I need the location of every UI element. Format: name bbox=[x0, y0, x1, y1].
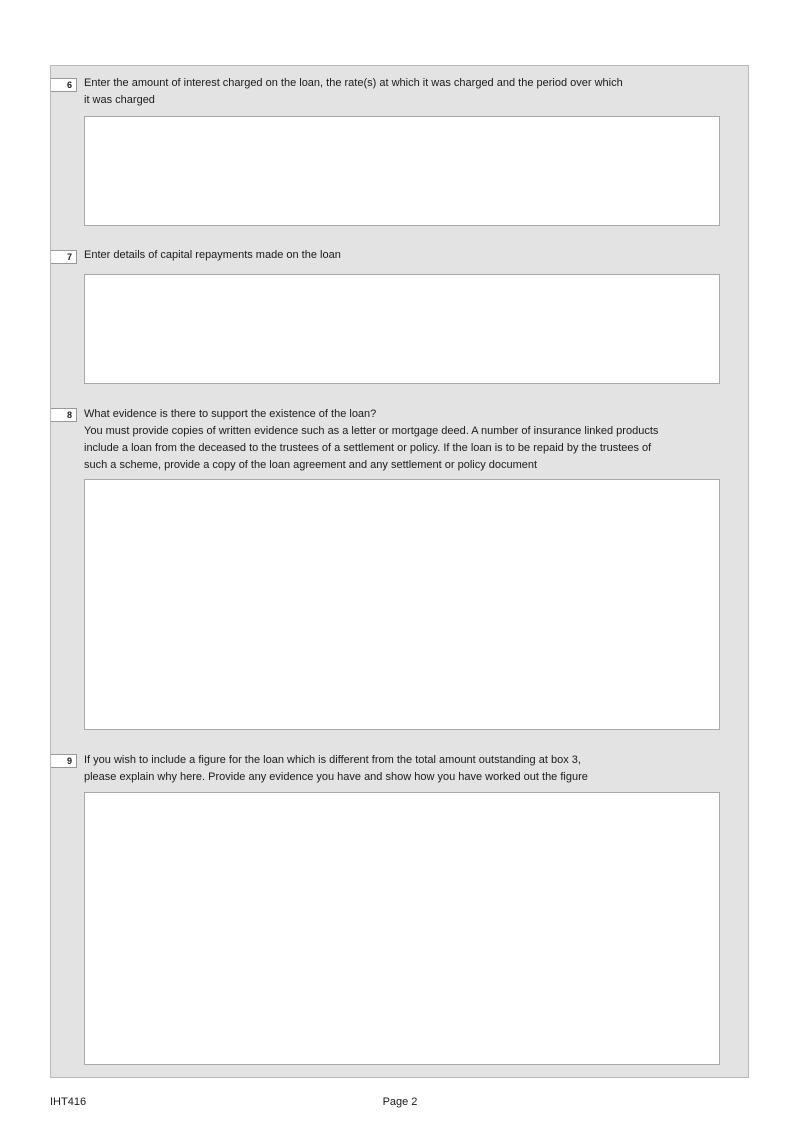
question-6-text bbox=[84, 75, 704, 109]
question-6-line-1: Enter the amount of interest charged on the loan, the rate(s) at which it was charged and the period over which bbox=[84, 77, 623, 89]
form-panel bbox=[50, 65, 749, 1078]
question-9-line-1: If you wish to include a figure for the loan which is different from the total amount outstanding at box 3, bbox=[84, 754, 581, 766]
question-7-answer-box[interactable] bbox=[84, 274, 720, 384]
question-6-answer-box[interactable] bbox=[84, 116, 720, 226]
form-code: IHT416 bbox=[50, 1096, 87, 1108]
question-8-line-3: include a loan from the deceased to the trustees of a settlement or policy. If the loan is to be repaid by the trustees of bbox=[84, 442, 652, 454]
question-6-number: 6 bbox=[51, 78, 77, 92]
question-9-answer-box[interactable] bbox=[84, 792, 720, 1065]
page-number: Page 2 bbox=[382, 1096, 418, 1108]
question-7-line-1: Enter details of capital repayments made on the loan bbox=[84, 249, 341, 261]
question-8-number: 8 bbox=[51, 408, 77, 422]
question-6-line-2: it was charged bbox=[84, 94, 155, 106]
question-7-number: 7 bbox=[51, 250, 77, 264]
question-8-line-4: such a scheme, provide a copy of the loan agreement and any settlement or policy document bbox=[84, 459, 538, 471]
question-7-text bbox=[84, 247, 704, 264]
question-8-line-1: What evidence is there to support the existence of the loan? bbox=[84, 408, 377, 420]
question-9-number: 9 bbox=[51, 754, 77, 768]
question-8-line-2: You must provide copies of written evidence such as a letter or mortgage deed. A number of insurance linked products bbox=[84, 425, 659, 437]
question-9-text bbox=[84, 752, 704, 786]
question-8-text bbox=[84, 406, 724, 474]
question-9-line-2: please explain why here. Provide any evidence you have and show how you have worked out the figure bbox=[84, 771, 588, 783]
question-8-answer-box[interactable] bbox=[84, 479, 720, 730]
